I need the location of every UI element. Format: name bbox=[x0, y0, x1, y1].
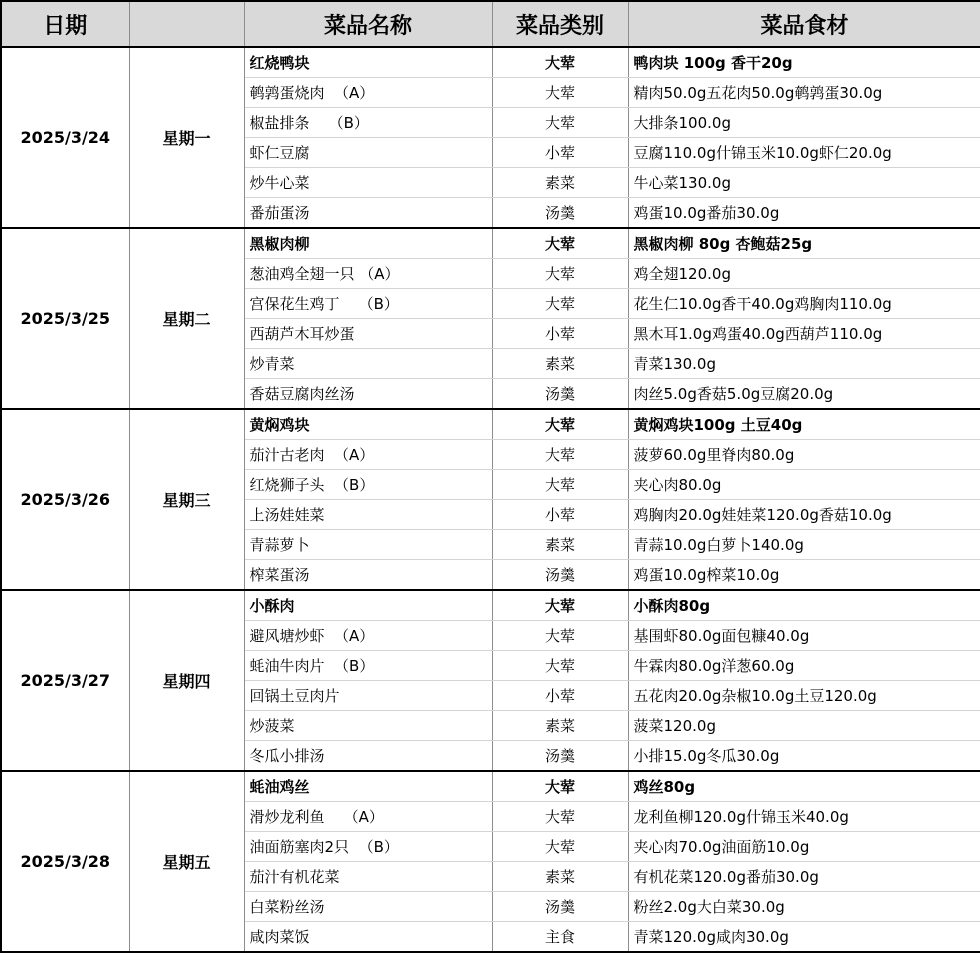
ingredients-cell: 黄焖鸡块100g 土豆40g bbox=[628, 409, 980, 440]
dish-name-cell: 油面筋塞肉2只 （B） bbox=[244, 832, 492, 862]
weekday-cell: 星期五 bbox=[129, 771, 244, 952]
ingredients-cell: 黑木耳1.0g鸡蛋40.0g西葫芦110.0g bbox=[628, 319, 980, 349]
dish-name-cell: 番茄蛋汤 bbox=[244, 198, 492, 229]
dish-name-cell: 葱油鸡全翅一只 （A） bbox=[244, 259, 492, 289]
ingredients-cell: 青菜130.0g bbox=[628, 349, 980, 379]
dish-name-cell: 白菜粉丝汤 bbox=[244, 892, 492, 922]
dish-type-cell: 汤羹 bbox=[492, 892, 628, 922]
ingredients-cell: 有机花菜120.0g番茄30.0g bbox=[628, 862, 980, 892]
dish-name-cell: 滑炒龙利鱼 （A） bbox=[244, 802, 492, 832]
ingredients-cell: 鸡全翅120.0g bbox=[628, 259, 980, 289]
ingredients-cell: 牛心菜130.0g bbox=[628, 168, 980, 198]
dish-type-cell: 汤羹 bbox=[492, 560, 628, 591]
dish-type-cell: 大荤 bbox=[492, 651, 628, 681]
ingredients-cell: 菠萝60.0g里脊肉80.0g bbox=[628, 440, 980, 470]
dish-type-cell: 大荤 bbox=[492, 409, 628, 440]
weekday-cell: 星期二 bbox=[129, 228, 244, 409]
dish-type-cell: 汤羹 bbox=[492, 741, 628, 772]
dish-name-cell: 茄汁有机花菜 bbox=[244, 862, 492, 892]
ingredients-cell: 夹心肉80.0g bbox=[628, 470, 980, 500]
dish-type-cell: 汤羹 bbox=[492, 198, 628, 229]
dish-name-cell: 虾仁豆腐 bbox=[244, 138, 492, 168]
dish-type-cell: 大荤 bbox=[492, 78, 628, 108]
dish-type-cell: 大荤 bbox=[492, 289, 628, 319]
dish-type-cell: 大荤 bbox=[492, 47, 628, 78]
ingredients-cell: 菠菜120.0g bbox=[628, 711, 980, 741]
ingredients-cell: 鸭肉块 100g 香干20g bbox=[628, 47, 980, 78]
ingredients-cell: 青蒜10.0g白萝卜140.0g bbox=[628, 530, 980, 560]
dish-name-cell: 蚝油牛肉片 （B） bbox=[244, 651, 492, 681]
dish-type-cell: 素菜 bbox=[492, 530, 628, 560]
dish-name-cell: 黑椒肉柳 bbox=[244, 228, 492, 259]
header-date: 日期 bbox=[1, 1, 129, 47]
dish-name-cell: 炒青菜 bbox=[244, 349, 492, 379]
ingredients-cell: 豆腐110.0g什锦玉米10.0g虾仁20.0g bbox=[628, 138, 980, 168]
table-row bbox=[1, 590, 980, 621]
ingredients-cell: 小排15.0g冬瓜30.0g bbox=[628, 741, 980, 772]
date-cell: 2025/3/28 bbox=[1, 771, 129, 952]
dish-name-cell: 咸肉菜饭 bbox=[244, 922, 492, 953]
dish-type-cell: 大荤 bbox=[492, 832, 628, 862]
dish-name-cell: 上汤娃娃菜 bbox=[244, 500, 492, 530]
weekday-cell: 星期四 bbox=[129, 590, 244, 771]
dish-name-cell: 椒盐排条 （B） bbox=[244, 108, 492, 138]
dish-name-cell: 鹌鹑蛋烧肉 （A） bbox=[244, 78, 492, 108]
dish-type-cell: 大荤 bbox=[492, 771, 628, 802]
dish-name-cell: 炒牛心菜 bbox=[244, 168, 492, 198]
date-cell: 2025/3/26 bbox=[1, 409, 129, 590]
weekday-cell: 星期一 bbox=[129, 47, 244, 228]
table-row bbox=[1, 409, 980, 440]
header-dish-type: 菜品类别 bbox=[492, 1, 628, 47]
dish-type-cell: 小荤 bbox=[492, 681, 628, 711]
ingredients-cell: 牛霖肉80.0g洋葱60.0g bbox=[628, 651, 980, 681]
dish-name-cell: 宫保花生鸡丁 （B） bbox=[244, 289, 492, 319]
weekday-cell: 星期三 bbox=[129, 409, 244, 590]
dish-name-cell: 青蒜萝卜 bbox=[244, 530, 492, 560]
date-cell: 2025/3/25 bbox=[1, 228, 129, 409]
dish-name-cell: 黄焖鸡块 bbox=[244, 409, 492, 440]
ingredients-cell: 粉丝2.0g大白菜30.0g bbox=[628, 892, 980, 922]
dish-name-cell: 香菇豆腐肉丝汤 bbox=[244, 379, 492, 410]
header-row bbox=[1, 1, 980, 47]
dish-type-cell: 大荤 bbox=[492, 590, 628, 621]
dish-name-cell: 西葫芦木耳炒蛋 bbox=[244, 319, 492, 349]
dish-type-cell: 素菜 bbox=[492, 862, 628, 892]
dish-name-cell: 红烧鸭块 bbox=[244, 47, 492, 78]
dish-type-cell: 小荤 bbox=[492, 500, 628, 530]
ingredients-cell: 黑椒肉柳 80g 杏鲍菇25g bbox=[628, 228, 980, 259]
dish-type-cell: 大荤 bbox=[492, 470, 628, 500]
dish-type-cell: 素菜 bbox=[492, 349, 628, 379]
dish-type-cell: 大荤 bbox=[492, 802, 628, 832]
dish-type-cell: 大荤 bbox=[492, 108, 628, 138]
header-ingredients: 菜品食材 bbox=[628, 1, 980, 47]
ingredients-cell: 青菜120.0g咸肉30.0g bbox=[628, 922, 980, 953]
dish-type-cell: 素菜 bbox=[492, 711, 628, 741]
ingredients-cell: 花生仁10.0g香干40.0g鸡胸肉110.0g bbox=[628, 289, 980, 319]
dish-type-cell: 大荤 bbox=[492, 621, 628, 651]
dish-type-cell: 主食 bbox=[492, 922, 628, 953]
ingredients-cell: 五花肉20.0g杂椒10.0g土豆120.0g bbox=[628, 681, 980, 711]
dish-name-cell: 回锅土豆肉片 bbox=[244, 681, 492, 711]
ingredients-cell: 小酥肉80g bbox=[628, 590, 980, 621]
header-dish-name: 菜品名称 bbox=[244, 1, 492, 47]
dish-name-cell: 榨菜蛋汤 bbox=[244, 560, 492, 591]
date-cell: 2025/3/24 bbox=[1, 47, 129, 228]
dish-type-cell: 大荤 bbox=[492, 440, 628, 470]
table-row bbox=[1, 771, 980, 802]
dish-name-cell: 避风塘炒虾 （A） bbox=[244, 621, 492, 651]
dish-type-cell: 素菜 bbox=[492, 168, 628, 198]
dish-name-cell: 小酥肉 bbox=[244, 590, 492, 621]
ingredients-cell: 鸡蛋10.0g榨菜10.0g bbox=[628, 560, 980, 591]
header-weekday bbox=[129, 1, 244, 47]
date-cell: 2025/3/27 bbox=[1, 590, 129, 771]
ingredients-cell: 鸡蛋10.0g番茄30.0g bbox=[628, 198, 980, 229]
dish-name-cell: 炒菠菜 bbox=[244, 711, 492, 741]
dish-type-cell: 汤羹 bbox=[492, 379, 628, 410]
menu-body bbox=[1, 47, 980, 952]
ingredients-cell: 龙利鱼柳120.0g什锦玉米40.0g bbox=[628, 802, 980, 832]
dish-name-cell: 蚝油鸡丝 bbox=[244, 771, 492, 802]
dish-name-cell: 茄汁古老肉 （A） bbox=[244, 440, 492, 470]
dish-type-cell: 小荤 bbox=[492, 319, 628, 349]
dish-name-cell: 红烧狮子头 （B） bbox=[244, 470, 492, 500]
table-row bbox=[1, 228, 980, 259]
ingredients-cell: 鸡丝80g bbox=[628, 771, 980, 802]
table-row bbox=[1, 47, 980, 78]
ingredients-cell: 大排条100.0g bbox=[628, 108, 980, 138]
ingredients-cell: 鸡胸肉20.0g娃娃菜120.0g香菇10.0g bbox=[628, 500, 980, 530]
dish-type-cell: 大荤 bbox=[492, 259, 628, 289]
ingredients-cell: 精肉50.0g五花肉50.0g鹌鹑蛋30.0g bbox=[628, 78, 980, 108]
dish-type-cell: 小荤 bbox=[492, 138, 628, 168]
ingredients-cell: 肉丝5.0g香菇5.0g豆腐20.0g bbox=[628, 379, 980, 410]
ingredients-cell: 夹心肉70.0g油面筋10.0g bbox=[628, 832, 980, 862]
dish-name-cell: 冬瓜小排汤 bbox=[244, 741, 492, 772]
ingredients-cell: 基围虾80.0g面包糠40.0g bbox=[628, 621, 980, 651]
dish-type-cell: 大荤 bbox=[492, 228, 628, 259]
